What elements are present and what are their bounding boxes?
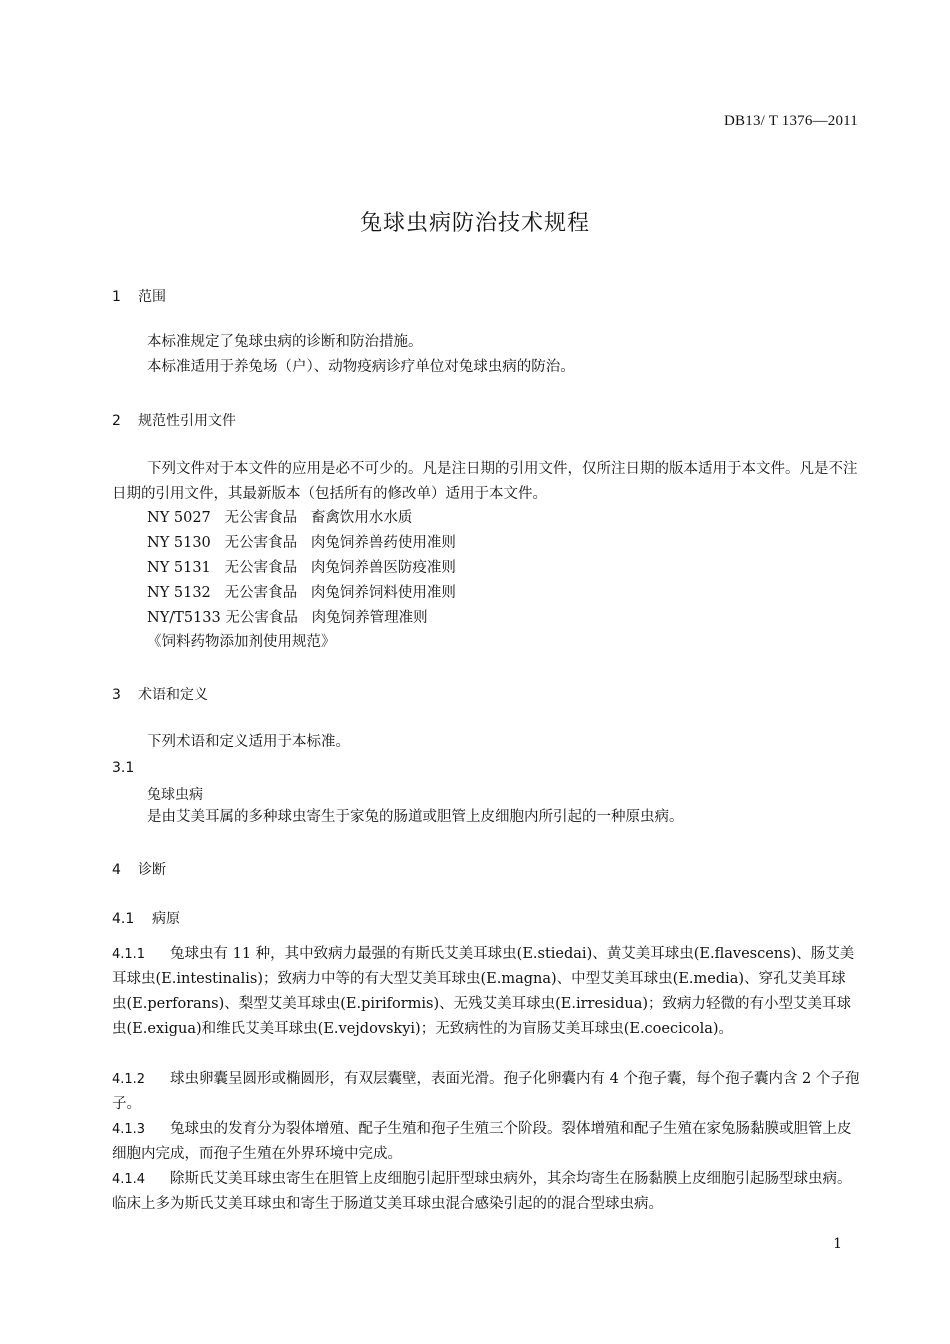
- clause-4-1-1: [112, 942, 860, 1042]
- paragraph: 下列术语和定义适用于本标准。: [147, 734, 350, 750]
- clause-number: 4.1.2: [112, 1072, 146, 1087]
- section-number: 1: [112, 289, 121, 305]
- reference-item: NY 5131 无公害食品 肉兔饲养兽医防疫准则: [147, 560, 456, 576]
- section-3-heading: [112, 684, 208, 704]
- reference-item: NY/T5133 无公害食品 肉兔饲养管理准则: [147, 610, 428, 626]
- section-2-heading: [112, 410, 236, 430]
- section-number: 4: [112, 862, 121, 878]
- term-name: 兔球虫病: [147, 787, 203, 803]
- clause-text: 兔球虫有 11 种，其中致病力最强的有斯氏艾美耳球虫(E.stiedai)、黄艾美耳球虫(E.flavescens)、肠艾美耳球虫(E.intestinalis)；致病力中等的有大型艾美耳球虫(E.magna)、中型艾美耳球虫(E.media)、穿孔艾美耳球虫(E.perforans)、梨型艾美耳球虫(E.piriformis)、无残艾美耳球虫(E.irresidua)；致病力轻微的有小型艾美耳球虫(E.exigua)和维氏艾美耳球虫(E.vejdovskyi)；无致病性的为盲肠艾美耳球虫(E.coecicola)。: [112, 946, 855, 1037]
- reference-item: NY 5132 无公害食品 肉兔饲养饲料使用准则: [147, 585, 456, 601]
- clause-number: 4.1.4: [112, 1172, 146, 1187]
- subsection-title: 病原: [152, 911, 180, 927]
- clause-text: 兔球虫的发育分为裂体增殖、配子生殖和孢子生殖三个阶段。裂体增殖和配子生殖在家兔肠黏膜或胆管上皮细胞内完成，而孢子生殖在外界环境中完成。: [112, 1121, 852, 1162]
- clause-number: 4.1.1: [112, 947, 146, 962]
- reference-item: 《饲料药物添加剂使用规范》: [147, 634, 336, 650]
- section-number: 2: [112, 413, 121, 429]
- section-4-heading: [112, 859, 166, 879]
- subsection-number: 4.1: [112, 911, 135, 927]
- clause-text: 除斯氏艾美耳球虫寄生在胆管上皮细胞引起肝型球虫病外，其余均寄生在肠黏膜上皮细胞引起肠型球虫病。临床上多为斯氏艾美耳球虫和寄生于肠道艾美耳球虫混合感染引起的的混合型球虫病。: [112, 1171, 852, 1212]
- document-title: 兔球虫病防治技术规程: [359, 211, 590, 236]
- paragraph: 下列文件对于本文件的应用是必不可少的。凡是注日期的引用文件，仅所注日期的版本适用于本文件。凡是不注日期的引用文件，其最新版本（包括所有的修改单）适用于本文件。: [112, 461, 858, 502]
- clause-4-1-3: [112, 1117, 860, 1167]
- paragraph: 本标准适用于养兔场（户）、动物疫病诊疗单位对兔球虫病的防治。: [147, 359, 575, 375]
- clause-4-1-2: [112, 1067, 860, 1117]
- section-title: 术语和定义: [138, 687, 208, 703]
- reference-item: NY 5027 无公害食品 畜禽饮用水水质: [147, 510, 413, 526]
- clause-4-1-4: [112, 1167, 860, 1217]
- section-number: 3: [112, 687, 121, 703]
- clause-text: 球虫卵囊呈圆形或椭圆形，有双层囊壁，表面光滑。孢子化卵囊内有 4 个孢子囊，每个孢子囊内含 2 个子孢子。: [112, 1071, 860, 1112]
- page-number: 1: [833, 1236, 842, 1252]
- section-title: 规范性引用文件: [138, 413, 236, 429]
- clause-number: 4.1.3: [112, 1122, 146, 1137]
- subsection-heading: [112, 908, 180, 928]
- reference-item: NY 5130 无公害食品 肉兔饲养兽药使用准则: [147, 535, 456, 551]
- standard-code: DB13/ T 1376—2011: [724, 113, 858, 129]
- section-title: 范围: [138, 289, 166, 305]
- section-title: 诊断: [138, 862, 166, 878]
- section-1-heading: [112, 286, 166, 306]
- term-definition: 是由艾美耳属的多种球虫寄生于家兔的肠道或胆管上皮细胞内所引起的一种原虫病。: [147, 809, 684, 825]
- paragraph: 本标准规定了兔球虫病的诊断和防治措施。: [147, 334, 423, 350]
- term-number: 3.1: [112, 760, 135, 776]
